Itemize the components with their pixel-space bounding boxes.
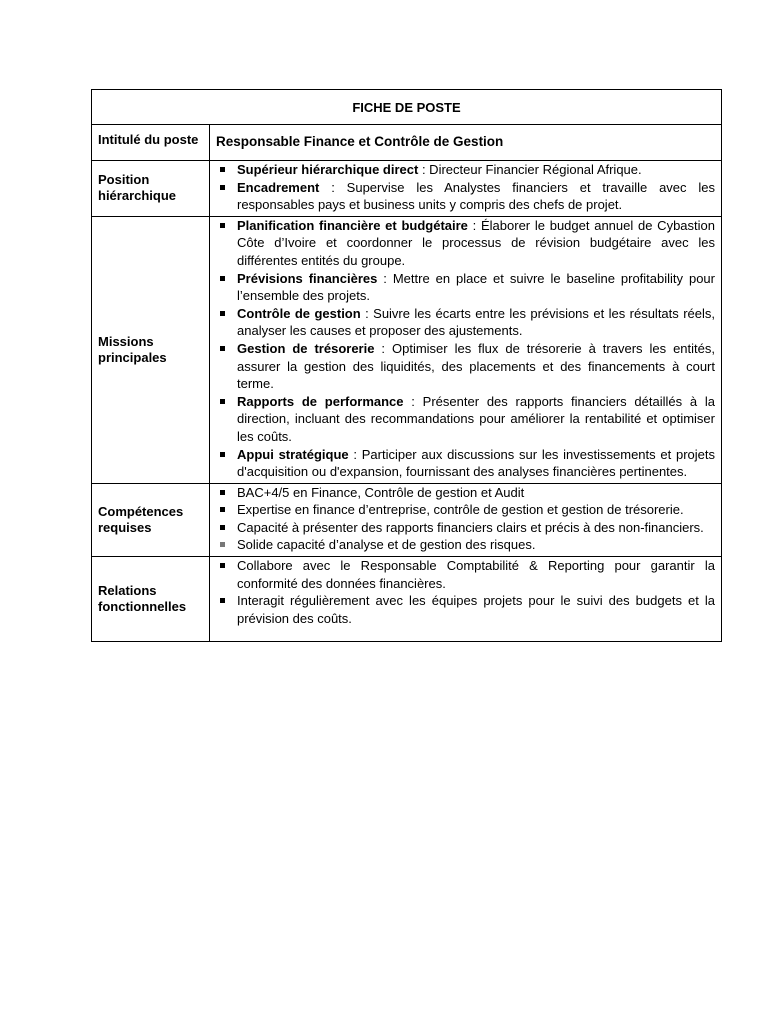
square-bullet-icon [220,452,225,457]
relations-row [92,557,722,642]
item-term: Planification financière et budgétaire [237,217,468,233]
missions-label: Missions principales [92,216,210,483]
competences-label: Compétences requises [92,483,210,556]
square-bullet-icon [220,563,225,568]
square-bullet-icon [220,185,225,190]
square-bullet-icon [220,490,225,495]
list-item [216,536,715,554]
list-item [216,270,715,305]
list-item [216,340,715,393]
square-bullet-icon [220,223,225,228]
intitule-label: Intitulé du poste [92,125,210,161]
square-bullet-icon [220,525,225,530]
item-term: Supérieur hiérarchique direct [237,162,419,177]
square-bullet-icon [220,311,225,316]
item-text: : Optimiser les flux de trésorerie à travers les entités, assurer la gestion des liquidités, des placements et des financements à court terme. [237,340,715,392]
item-text: : Directeur Financier Régional Afrique. [418,162,642,177]
job-title-value: Responsable Finance et Contrôle de Gestion [210,125,722,161]
list-item [216,557,715,592]
item-term: Rapports de performance [237,393,404,409]
item-text: : Mettre en place et suivre le baseline profitability pour l’ensemble des projets. [237,270,715,304]
square-bullet-icon [220,399,225,404]
item-text: : Élaborer le budget annuel de Cybastion Côte d’Ivoire et coordonner le processus de révision budgétaire avec les différentes entités du groupe. [237,217,715,268]
square-bullet-icon [220,276,225,281]
item-term: Appui stratégique [237,446,349,462]
item-term: Gestion de trésorerie [237,340,375,356]
list-item [216,305,715,340]
position-list [216,161,715,214]
missions-list [216,217,715,481]
square-bullet-icon [220,167,225,172]
document-title: FICHE DE POSTE [92,90,722,125]
missions-content [210,216,722,483]
relations-list [216,557,715,627]
title-row [92,90,722,125]
position-row [92,161,722,217]
list-item [216,393,715,446]
item-text: Capacité à présenter des rapports financiers clairs et précis à des non-financiers. [237,519,704,535]
competences-list [216,484,715,554]
list-item [216,161,715,179]
item-text: BAC+4/5 en Finance, Contrôle de gestion et Audit [237,484,525,500]
item-text: Collabore avec le Responsable Comptabilité & Reporting pour garantir la conformité des données financières. [237,558,715,591]
item-text: Expertise en finance d’entreprise, contrôle de gestion et gestion de trésorerie. [237,502,684,518]
list-item [216,179,715,214]
square-bullet-icon [220,598,225,603]
competences-row [92,483,722,556]
item-term: Encadrement [237,179,320,195]
list-item [216,484,715,502]
position-label: Position hiérarchique [92,161,210,217]
list-item [216,519,715,537]
job-description-table [91,89,722,642]
square-bullet-icon [220,542,225,547]
list-item [216,501,715,519]
list-item [216,592,715,627]
relations-content [210,557,722,642]
item-text: : Suivre les écarts entre les prévisions et les résultats réels, analyser les causes et proposer des ajustements. [237,305,715,339]
item-text: : Présenter des rapports financiers détaillés à la direction, incluant des recommandations pour améliorer la rentabilité et optimiser les coûts. [237,393,716,444]
square-bullet-icon [220,507,225,512]
item-text: : Supervise les Analystes financiers et travaille avec les responsables pays et business units y compris des chefs de projet. [237,179,715,213]
list-item [216,446,715,481]
missions-row [92,216,722,483]
item-text: : Participer aux discussions sur les investissements et projets d'acquisition ou d'expansion, fournissant des analyses financières pertinentes. [237,446,715,480]
intitule-row [92,125,722,161]
position-content [210,161,722,217]
item-text: Solide capacité d’analyse et de gestion des risques. [237,537,536,553]
item-text: Interagit régulièrement avec les équipes projets pour le suivi des budgets et la prévision des coûts. [237,593,715,626]
item-term: Contrôle de gestion [237,305,361,321]
item-term: Prévisions financières [237,270,378,286]
square-bullet-icon [220,346,225,351]
relations-label: Relations fonctionnelles [92,557,210,642]
list-item [216,217,715,270]
competences-content [210,483,722,556]
